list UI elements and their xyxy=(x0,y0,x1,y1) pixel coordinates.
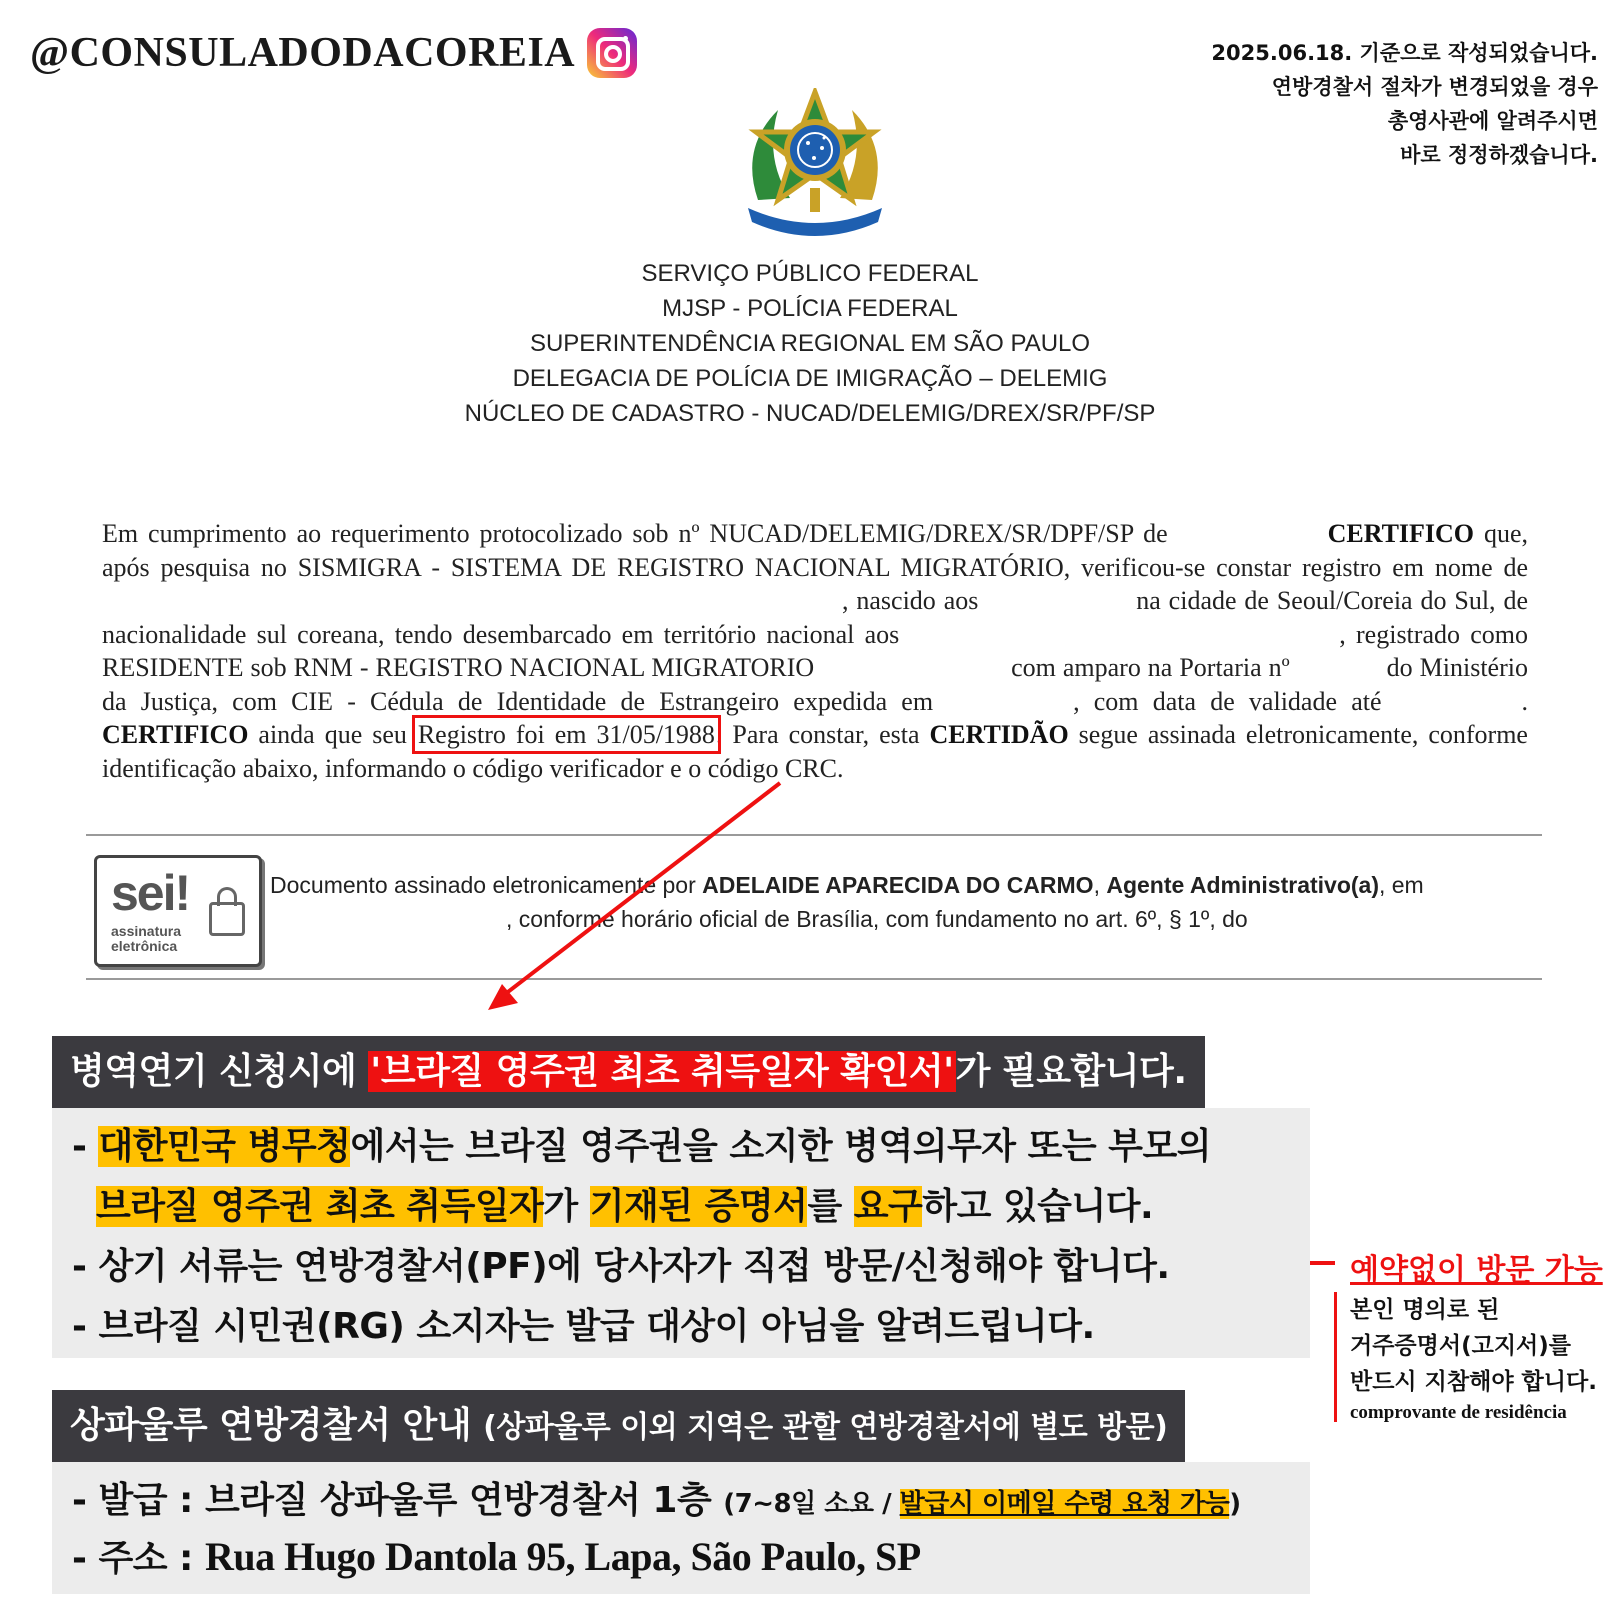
body-text: , nascido aos xyxy=(842,586,979,615)
side-note-divider xyxy=(1334,1292,1337,1422)
signer-role: Agente Administrativo(a) xyxy=(1106,872,1379,898)
body-text: . Para constar, esta xyxy=(715,720,920,749)
body-text: do Ministério da Justiça, com CIE - Cédula de Identidade de Estrangeiro expedida em xyxy=(102,653,1528,716)
list-item: 브라질 영주권 최초 취득일자가 기재된 증명서를 요구하고 있습니다. xyxy=(96,1186,1154,1227)
section2-title-bar: 상파울루 연방경찰서 안내 (상파울루 이외 지역은 관할 연방경찰서에 별도 방문) xyxy=(52,1390,1185,1462)
side-note-text: 본인 명의로 된 거주증명서(고지서)를 반드시 지참해야 합니다. comprovante de residência xyxy=(1350,1297,1597,1423)
body-text: , com data de validade até xyxy=(1073,686,1382,716)
list-item: - 발급 : 브라질 상파울루 연방경찰서 1층 (7~8일 소요 / 발급시 이메일 수령 요청 가능) xyxy=(72,1480,1241,1521)
body-text: Em cumprimento ao requerimento protocolizado sob nº NUCAD/DELEMIG/DREX/SR/DPF/SP de xyxy=(102,519,1168,548)
certifico-text: CERTIFICO xyxy=(1327,519,1475,548)
header-line: SERVIÇO PÚBLICO FEDERAL xyxy=(641,260,979,287)
body-text: na cidade de Seoul/Coreia do Sul, de nacionalidade sul coreana, tendo desembarcado em território nacional aos xyxy=(102,586,1528,649)
header-line: SUPERINTENDÊNCIA REGIONAL EM SÃO PAULO xyxy=(529,330,1091,357)
section1-title-bar: 병역연기 신청시에 '브라질 영주권 최초 취득일자 확인서'가 필요합니다. xyxy=(52,1036,1205,1108)
body-text: . xyxy=(1521,686,1528,716)
required-document-name: '브라질 영주권 최초 취득일자 확인서' xyxy=(370,1051,954,1092)
header-line: DELEGACIA DE POLÍCIA DE IMIGRAÇÃO – DELEMIG xyxy=(512,365,1108,392)
registration-date-highlight: Registro foi em 31/05/1988 xyxy=(417,720,715,749)
address-text: Rua Hugo Dantola 95, Lapa, São Paulo, SP xyxy=(205,1534,921,1579)
body-text: segue assinada eletronicamente, conforme identificação abaixo, informando o código verificador e o código CRC. xyxy=(102,720,1528,783)
notice-line: 2025.06.18. 기준으로 작성되었습니다. xyxy=(1211,41,1598,65)
certifico-text: CERTIFICO xyxy=(102,720,249,749)
body-text: ainda que seu xyxy=(258,720,407,749)
section1-panel xyxy=(52,1108,1310,1358)
certidao-text: CERTIDÃO xyxy=(929,720,1069,749)
body-text: , registrado como RESIDENTE sob RNM - REGISTRO NACIONAL MIGRATORIO xyxy=(102,619,1528,682)
handle-text: @CONSULADODACOREIA xyxy=(30,30,576,76)
list-item: - 대한민국 병무청에서는 브라질 영주권을 소지한 병역의무자 또는 부모의 xyxy=(72,1126,1212,1167)
walk-in-note: 예약없이 방문 가능 xyxy=(1350,1253,1603,1288)
section2-panel xyxy=(52,1462,1310,1594)
list-item: - 상기 서류는 연방경찰서(PF)에 당사자가 직접 방문/신청해야 합니다. xyxy=(72,1246,1170,1287)
list-item: - 브라질 시민권(RG) 소지자는 발급 대상이 아님을 알려드립니다. xyxy=(72,1306,1095,1347)
notice-line: 연방경찰서 절차가 변경되었을 경우 xyxy=(1271,75,1598,99)
header-line: NÚCLEO DE CADASTRO - NUCAD/DELEMIG/DREX/SR/PF/SP xyxy=(464,400,1156,427)
body-text: com amparo na Portaria nº xyxy=(1011,653,1290,682)
notice-line: 바로 정정하겠습니다. xyxy=(1400,143,1598,167)
list-item: - 주소 : Rua Hugo Dantola 95, Lapa, São Paulo, SP xyxy=(72,1534,921,1579)
body-text: que, após pesquisa no SISMIGRA - SISTEMA DE REGISTRO NACIONAL MIGRATÓRIO, verificou-se constar registro em nome de xyxy=(102,519,1529,582)
signer-name: ADELAIDE APARECIDA DO CARMO xyxy=(702,872,1094,898)
sei-logo: sei! xyxy=(111,865,190,921)
sei-logo-caption: assinatura eletrônica xyxy=(111,923,182,954)
header-line: MJSP - POLÍCIA FEDERAL xyxy=(662,295,958,322)
signature-text: Documento assinado eletronicamente por ADELAIDE APARECIDA DO CARMO, Agente Administrativo(a), em , conforme horário oficial de Brasília, com fundamento no art. 6º, § 1º, do xyxy=(270,872,1424,932)
notice-line: 총영사관에 알려주시면 xyxy=(1387,109,1598,133)
